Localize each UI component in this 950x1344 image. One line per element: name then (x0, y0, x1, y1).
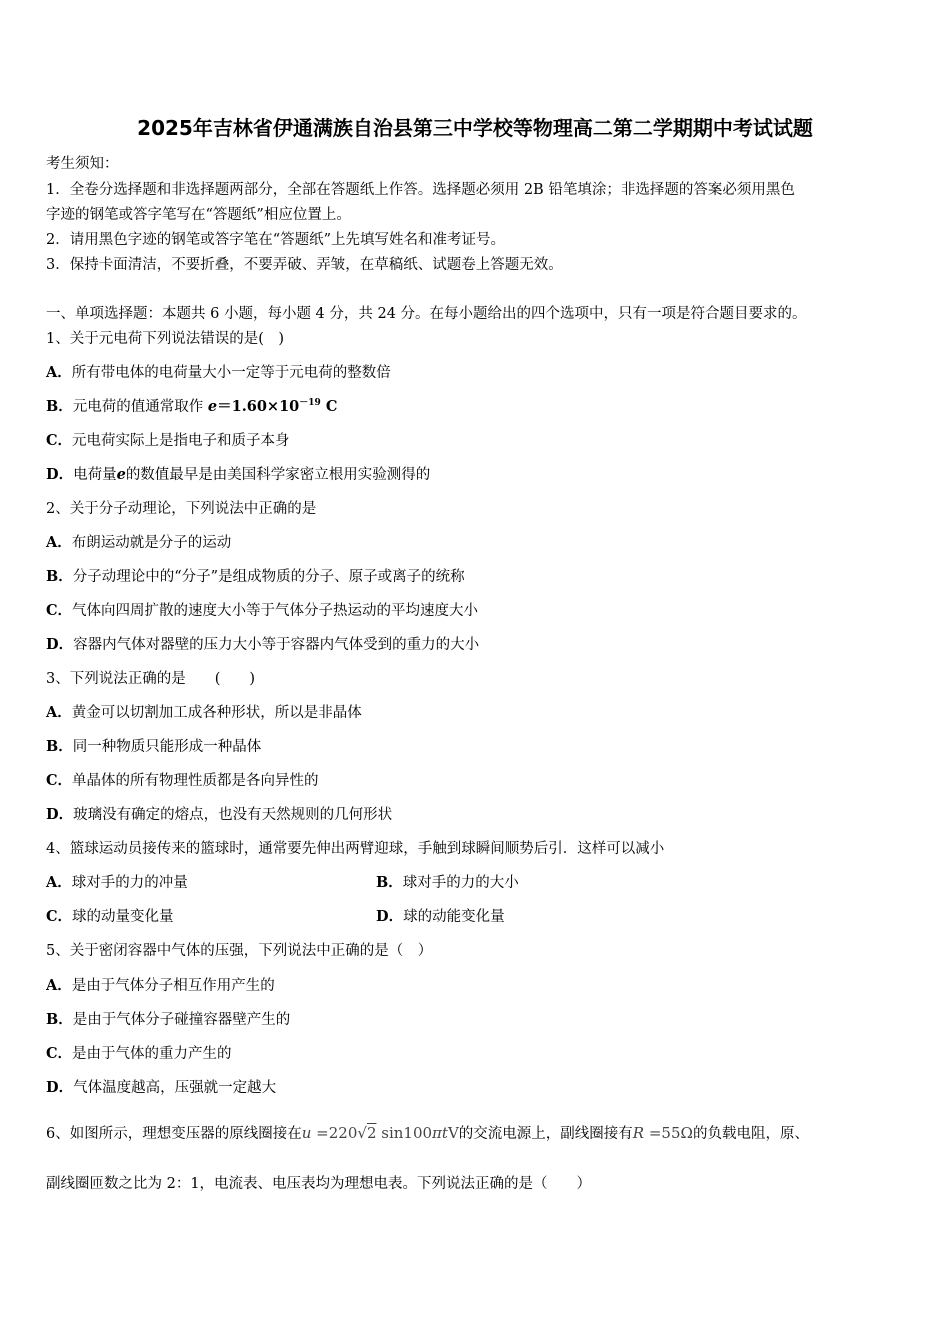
option-label: A． (46, 874, 72, 891)
question-2-option-d (46, 633, 479, 654)
option-text-cont: 的数值最早是由美国科学家密立根用实验测得的 (125, 467, 431, 483)
option-label: D． (46, 1079, 74, 1096)
option-text: 是由于气体的重力产生的 (72, 1046, 232, 1062)
question-3-option-a (46, 701, 362, 722)
option-label: C． (46, 432, 73, 449)
question-2-option-a (46, 531, 231, 552)
notice-item-2: 2．请用黑色字迹的钢笔或答字笔在“答题纸”上先填写姓名和准考证号。 (46, 232, 506, 248)
question-2-option-c (46, 599, 478, 620)
option-text: 气体向四周扩散的速度大小等于气体分子热运动的平均速度大小 (72, 603, 479, 619)
notice-item-3: 3．保持卡面清洁，不要折叠，不要弄破、弄皱，在草稿纸、试题卷上答题无效。 (46, 257, 563, 273)
option-text: 是由于气体分子相互作用产生的 (71, 978, 275, 994)
charge-symbol: e (207, 398, 218, 415)
option-label: A． (46, 704, 72, 721)
charge-unit: C (320, 398, 338, 415)
option-text: 球对手的力的大小 (402, 875, 519, 891)
question-3-stem: 3、下列说法正确的是 ( ) (46, 671, 256, 687)
option-text: 是由于气体分子碰撞容器壁产生的 (72, 1012, 291, 1028)
question-2-option-b (46, 565, 465, 586)
formula-pi-t: πt (432, 1124, 448, 1142)
option-label: B． (46, 738, 73, 755)
option-text: 同一种物质只能形成一种晶体 (72, 739, 262, 755)
notice-item-1-cont: 字迹的钢笔或答字笔写在“答题纸”相应位置上。 (46, 207, 351, 223)
formula-eq: =220 (311, 1124, 358, 1142)
question-5-stem: 5、关于密闭容器中气体的压强，下列说法中正确的是（ ） (46, 943, 433, 959)
question-4-option-c (46, 905, 174, 926)
option-text: 球对手的力的冲量 (71, 875, 188, 891)
option-label: C． (46, 602, 73, 619)
question-1-option-c (46, 429, 290, 450)
option-label: C． (46, 772, 73, 789)
notice-item-1: 1．全卷分选择题和非选择题两部分，全部在答题纸上作答。选择题必须用 2B 铅笔填涂；非选择题的答案必须用黑色 (46, 182, 795, 198)
option-label: A． (46, 977, 72, 994)
question-3-option-c (46, 769, 319, 790)
question-4-option-b (376, 871, 519, 892)
question-5-option-b (46, 1008, 290, 1029)
question-1-stem: 1、关于元电荷下列说法错误的是( ) (46, 331, 285, 347)
question-2-stem: 2、关于分子动理论，下列说法中正确的是 (46, 501, 317, 517)
option-label: D． (376, 908, 404, 925)
option-text: 电荷量 (73, 467, 117, 483)
option-label: B． (46, 1011, 73, 1028)
option-text: 球的动量变化量 (72, 909, 174, 925)
option-label: C． (46, 1045, 73, 1062)
option-text: 气体温度越高，压强就一定越大 (73, 1080, 277, 1096)
option-label: D． (46, 806, 74, 823)
option-label: B． (46, 568, 73, 585)
page-title: 2025年吉林省伊通满族自治县第三中学校等物理高二第二学期期中考试试题 (137, 116, 813, 140)
question-4-option-d (376, 905, 505, 926)
option-text: 所有带电体的电荷量大小一定等于元电荷的整数倍 (71, 365, 391, 381)
resistance-formula (633, 1124, 693, 1142)
voltage-formula (302, 1124, 459, 1142)
option-text: 单晶体的所有物理性质都是各向异性的 (72, 773, 319, 789)
stem-text: 6、如图所示，理想变压器的原线圈接在 (46, 1126, 302, 1142)
question-5-option-d (46, 1076, 276, 1097)
option-text: 容器内气体对器壁的压力大小等于容器内气体受到的重力的大小 (73, 637, 480, 653)
option-label: D． (46, 466, 74, 483)
stem-text-post: 的负载电阻，原、 (692, 1126, 809, 1142)
formula-sin: sin100 (376, 1124, 433, 1142)
question-4-stem: 4、篮球运动员接传来的篮球时，通常要先伸出两臂迎球，手触到球瞬间顺势后引．这样可以减小 (46, 841, 665, 857)
formula-r-value: =55Ω (644, 1124, 693, 1142)
option-text: 分子动理论中的“分子”是组成物质的分子、原子或离子的统称 (72, 569, 465, 585)
question-3-option-d (46, 803, 392, 824)
question-4-option-a (46, 871, 188, 892)
option-text: 元电荷实际上是指电子和质子本身 (72, 433, 290, 449)
option-text: 黄金可以切割加工成各种形状，所以是非晶体 (71, 705, 362, 721)
formula-root: 2 (366, 1124, 377, 1142)
option-label: D． (46, 636, 74, 653)
option-text: 元电荷的值通常取作 (72, 399, 208, 415)
formula-var-u: u (301, 1124, 312, 1142)
option-label: B． (46, 398, 73, 415)
question-5-option-c (46, 1042, 232, 1063)
charge-value: ＝1.60×10 (217, 398, 300, 415)
question-6-stem-cont: 副线圈匝数之比为 2：1，电流表、电压表均为理想电表。下列说法正确的是（ ） (46, 1176, 592, 1192)
option-label: C． (46, 908, 73, 925)
question-1-option-a (46, 361, 391, 382)
option-text: 玻璃没有确定的熔点，也没有天然规则的几何形状 (73, 807, 393, 823)
question-6-stem (46, 1122, 809, 1143)
notice-heading: 考生须知： (46, 156, 119, 172)
option-text: 球的动能变化量 (403, 909, 505, 925)
charge-exponent: －19 (299, 398, 321, 409)
option-label: A． (46, 364, 72, 381)
question-1-option-d (46, 463, 430, 484)
option-label: B． (376, 874, 403, 891)
charge-symbol: e (116, 466, 126, 483)
option-text: 布朗运动就是分子的运动 (71, 535, 232, 551)
formula-var-r: R (632, 1124, 645, 1142)
question-3-option-b (46, 735, 261, 756)
option-label: A． (46, 534, 72, 551)
formula-unit: V (447, 1124, 459, 1142)
section-heading: 一、单项选择题：本题共 6 小题，每小题 4 分，共 24 分。在每小题给出的四个选项中，只有一项是符合题目要求的。 (46, 306, 807, 322)
question-1-option-b (46, 395, 337, 416)
stem-text-mid: 的交流电源上，副线圈接有 (458, 1126, 633, 1142)
sqrt-icon: √ (357, 1124, 367, 1142)
question-5-option-a (46, 974, 275, 995)
